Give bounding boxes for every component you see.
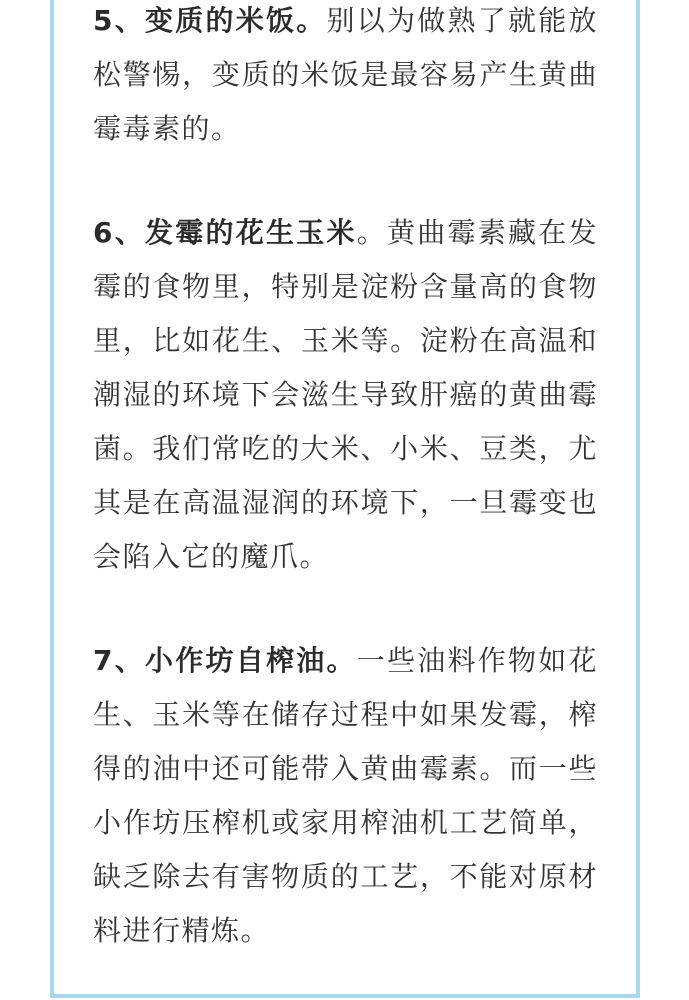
paragraph-item-5 bbox=[93, 0, 598, 156]
paragraph-item-7 bbox=[93, 634, 598, 958]
paragraph-heading: 5、变质的米饭。 bbox=[93, 4, 327, 37]
paragraph-heading: 6、发霉的花生玉米 bbox=[93, 216, 357, 249]
paragraph-body: 一些油料作物如花生、玉米等在储存过程中如果发霉，榨得的油中还可能带入黄曲霉素。而一些小作坊压榨机或家用榨油机工艺简单，缺乏除去有害物质的工艺，不能对原材料进行精炼。 bbox=[93, 644, 598, 947]
paragraph-body: 。黄曲霉素藏在发霉的食物里，特别是淀粉含量高的食物里，比如花生、玉米等。淀粉在高温和潮湿的环境下会滋生导致肝癌的黄曲霉菌。我们常吃的大米、小米、豆类，尤其是在高温湿润的环境下，一旦霉变也会陷入它的魔爪。 bbox=[93, 216, 598, 573]
paragraph-body: 别以为做熟了就能放松警惕，变质的米饭是最容易产生黄曲霉毒素的。 bbox=[93, 4, 598, 145]
paragraph-heading: 7、小作坊自榨油。 bbox=[93, 644, 357, 677]
paragraph-item-6 bbox=[93, 206, 598, 584]
